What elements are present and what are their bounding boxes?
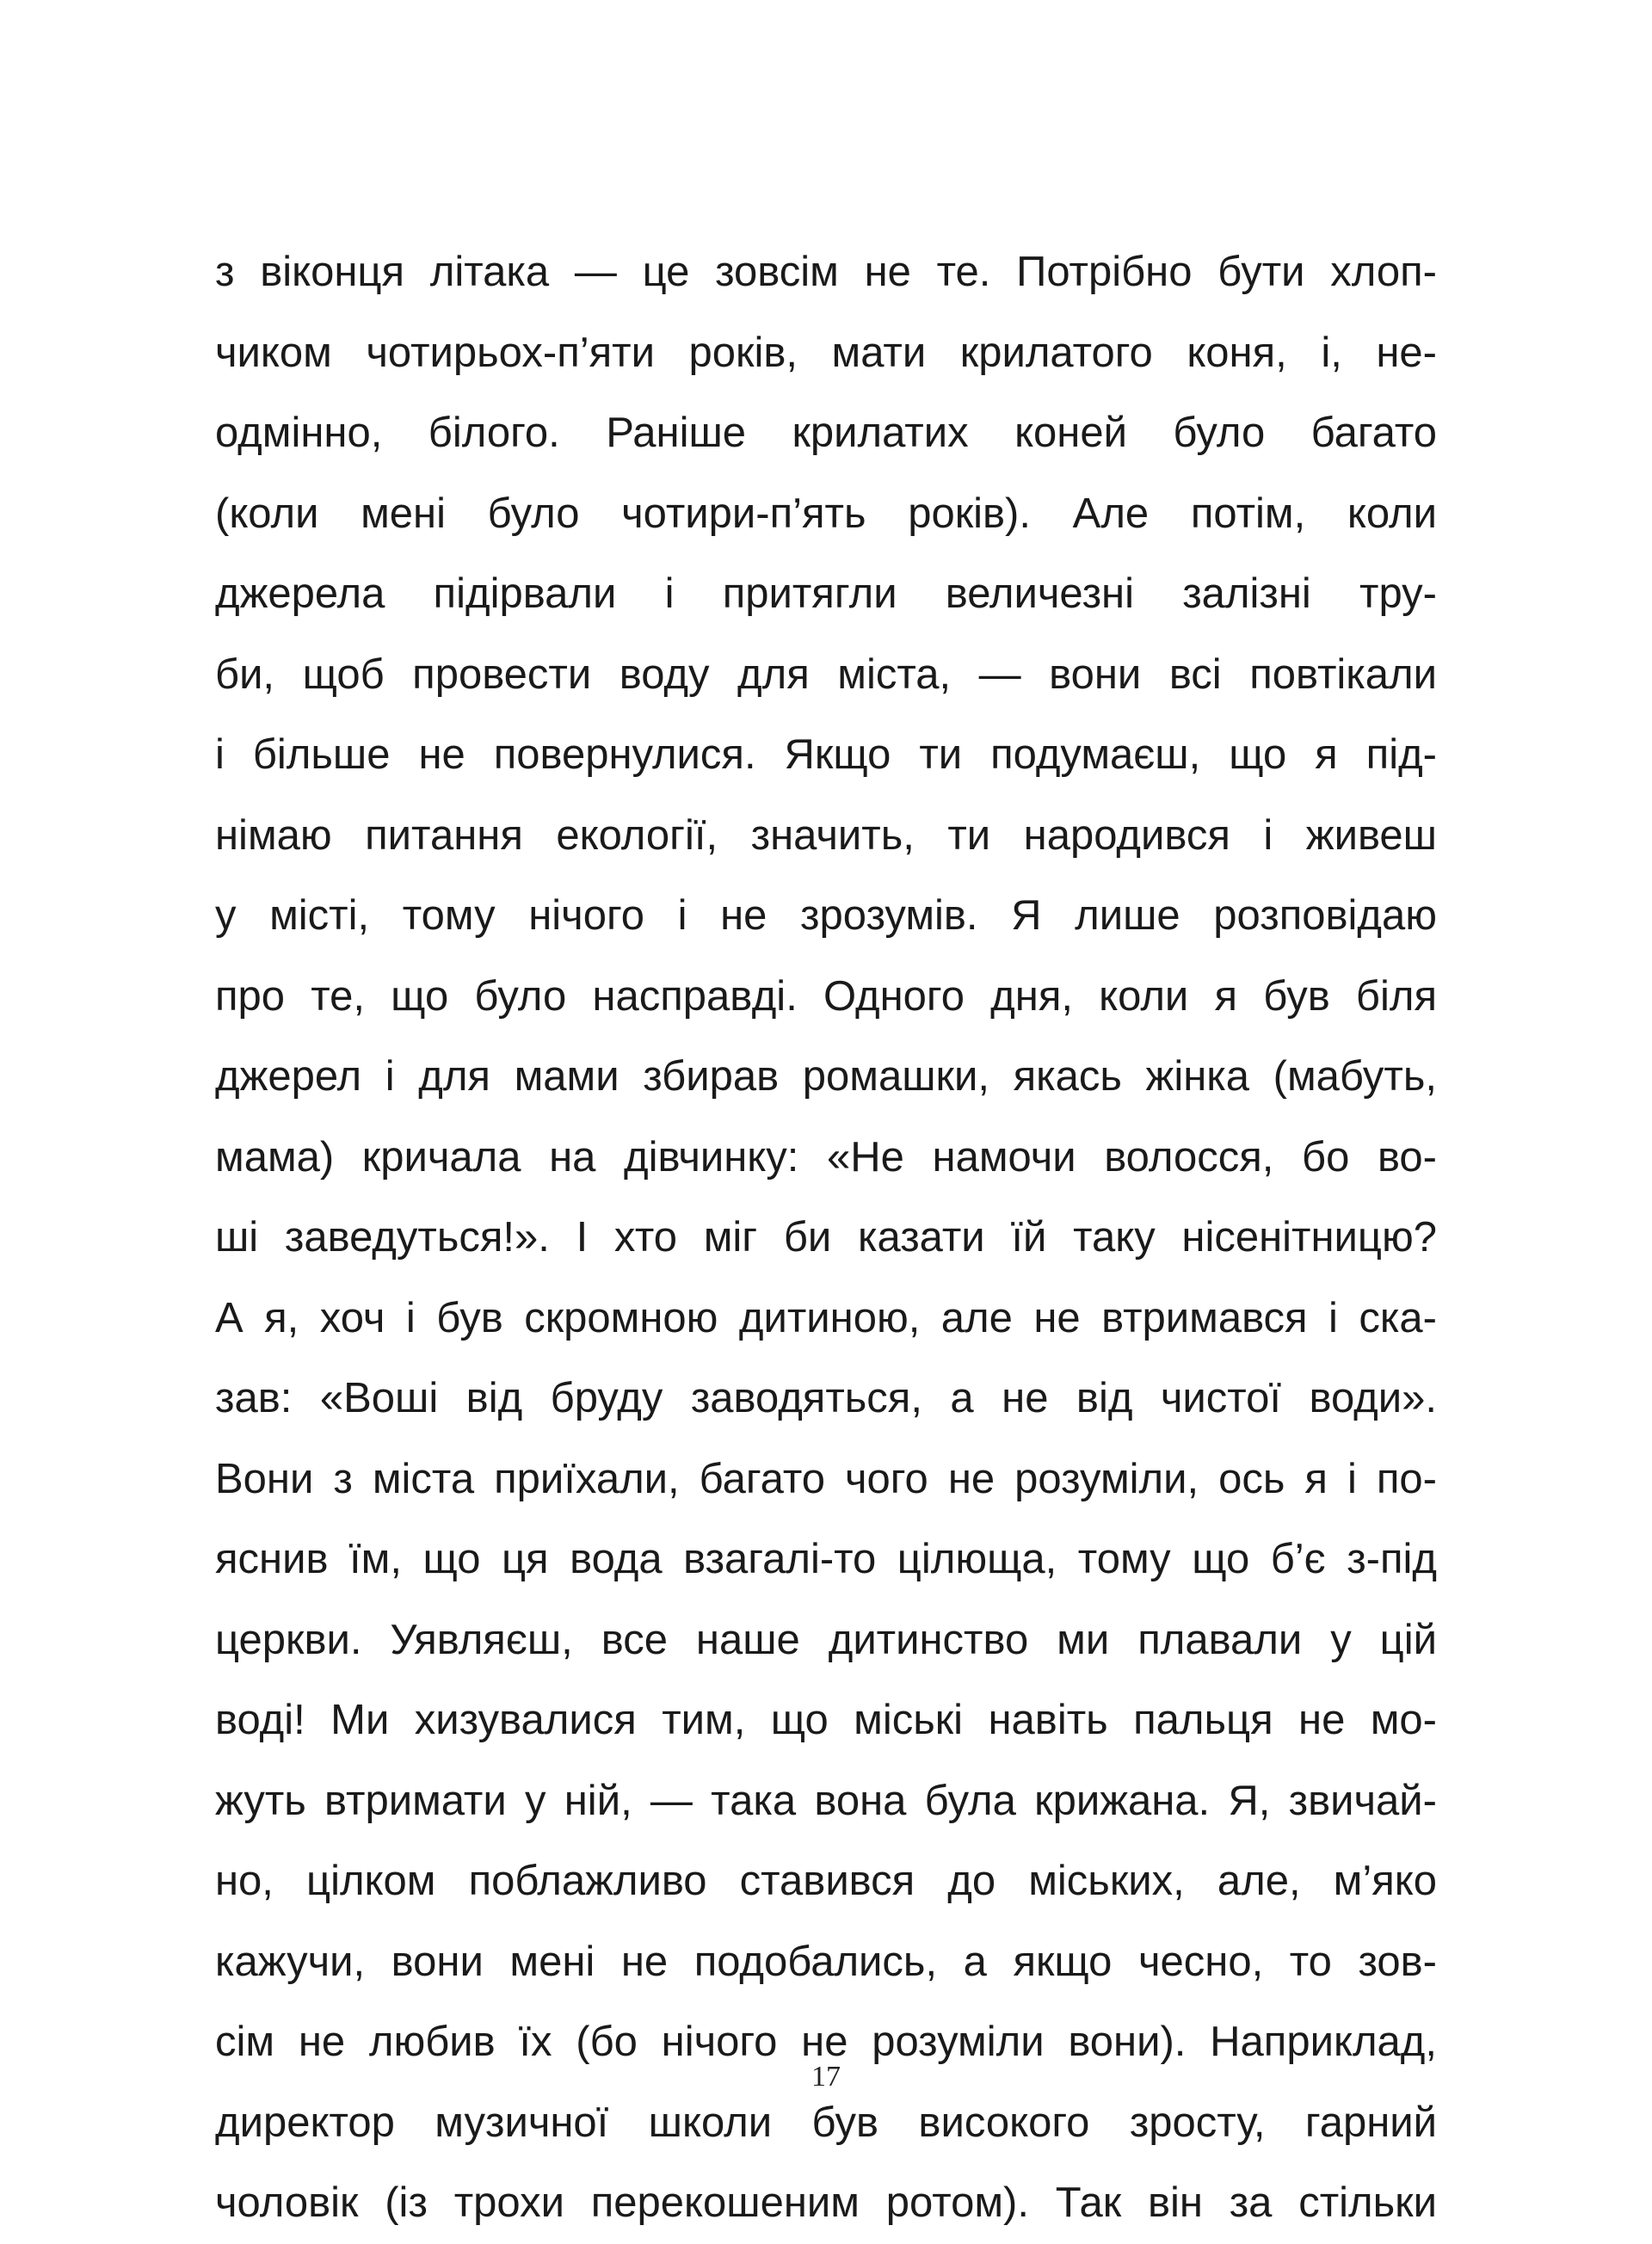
text-line: Вони з міста приїхали, багато чого не розуміли, ось я і по- bbox=[215, 1455, 1437, 1502]
text-line: воді! Ми хизувалися тим, що міські навіть пальця не мо- bbox=[215, 1697, 1437, 1743]
text-line: зав: «Воші від бруду заводяться, а не від чистої води». bbox=[215, 1375, 1437, 1421]
text-line: з віконця літака — це зовсім не те. Потрібно бути хлоп- bbox=[215, 249, 1437, 295]
text-line: одмінно, білого. Раніше крилатих коней було багато bbox=[215, 410, 1437, 456]
text-line: джерела підірвали і притягли величезні залізні тру- bbox=[215, 570, 1437, 617]
text-line: чоловік (із трохи перекошеним ротом). Так він за стільки bbox=[215, 2179, 1437, 2226]
text-line: сім не любив їх (бо нічого не розуміли вони). Наприклад, bbox=[215, 2019, 1437, 2065]
text-line: яснив їм, що ця вода взагалі-то цілюща, тому що б’є з-під bbox=[215, 1536, 1437, 1582]
text-line: чиком чотирьох-п’яти років, мати крилатого коня, і, не- bbox=[215, 329, 1437, 376]
page-number: 17 bbox=[811, 2061, 841, 2093]
text-line: і більше не повернулися. Якщо ти подумаєш, що я під- bbox=[215, 731, 1437, 778]
text-line: но, цілком поблажливо ставився до міських, але, м’яко bbox=[215, 1858, 1437, 1904]
text-line: директор музичної школи був високого зросту, гарний bbox=[215, 2099, 1437, 2146]
text-line: джерел і для мами збирав ромашки, якась жінка (мабуть, bbox=[215, 1053, 1437, 1100]
text-line: мама) кричала на дівчинку: «Не намочи волосся, бо во- bbox=[215, 1133, 1437, 1181]
text-line: А я, хоч і був скромною дитиною, але не втримався і ска- bbox=[215, 1294, 1437, 1341]
text-line: про те, що було насправді. Одного дня, коли я був біля bbox=[215, 972, 1437, 1020]
text-line: жуть втримати у ній, — така вона була крижана. Я, звичай- bbox=[215, 1777, 1437, 1824]
text-line: церкви. Уявляєш, все наше дитинство ми плавали у цій bbox=[215, 1616, 1437, 1663]
text-line: кажучи, вони мені не подобались, а якщо чесно, то зов- bbox=[215, 1938, 1437, 1985]
text-line: (коли мені було чотири-п’ять років). Але потім, коли bbox=[215, 490, 1437, 537]
text-line: би, щоб провести воду для міста, — вони всі повтікали bbox=[215, 650, 1437, 698]
text-line: німаю питання екології, значить, ти народився і живеш bbox=[215, 811, 1437, 859]
text-line: ші заведуться!». І хто міг би казати їй таку нісенітницю? bbox=[215, 1214, 1437, 1261]
text-line: у місті, тому нічого і не зрозумів. Я лише розповідаю bbox=[215, 892, 1437, 939]
body-text bbox=[215, 232, 1437, 2244]
